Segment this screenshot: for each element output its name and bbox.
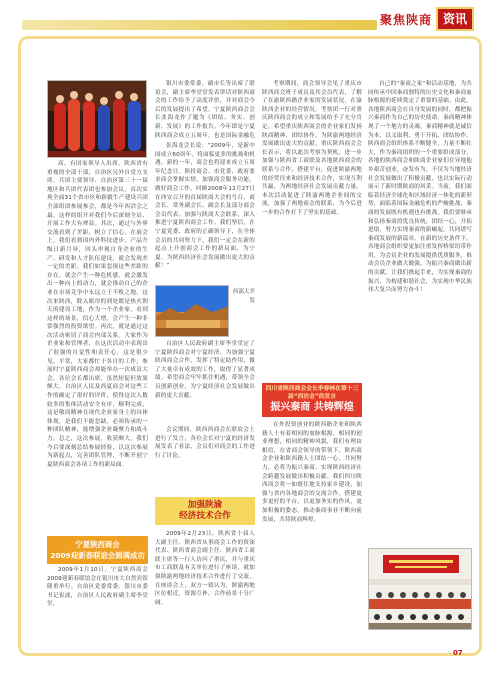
middle-column-mid-text: 自治区人民政府副主席李堂堂定了宁夏陕西商会对宁夏经济、为加强宁夏陕西商会合作，发挥了特定助作用，做了大量卓有成效的工作，取得了显著成绩。希望商会牢牢抓住机遇，带领全会员创新创业，为宁夏经济社会发展做出新的更大贡献。 [155, 341, 255, 399]
middle-column-bottom-text: 2009年2月23日，陕西省十届人大副主任、陕西省从事商会工作的资深代表、陕西省商会副主任、陕西省工商联主席等一行人访问了重庆，并与重庆市工商联及有关单位进行了座谈，就加强陕渝两地经济技术合作进行了交流，在座谈会上，双方一致认为，陕渝两地区位相近，资源互补，合作前景十分广阔。 [155, 531, 255, 606]
heading-sichuan-speech: 四川省陕西商会会长李春林在第十三届“西洽会”的发言 振兴秦商 共铸辉煌 [262, 383, 362, 417]
middle-column-lower-text: 会议期间，陕西西商会在联谊会上进行了发言，各位会长对宁夏的经济发展发表了看法，会员们对商会的工作进行了讨论。 [155, 427, 255, 459]
page-number: 07 [453, 649, 463, 657]
photo-opera-performers [47, 80, 147, 158]
middle-column-upper-text: 张海龙会长说：“2009年，是新中国成立60周年，将面临更多的挑战和机遇。新的一年，商会也将迎来成立五周年纪念日。陕投商会、市党委、政府要求商会掌握实情，加强商会服务功能，做好商会工作。回顾2008年12月27日在西安召开的首届陕商大会的号召，商会长、常务副会长、副会长及部分商会会员代表，加强与陕商大会联系，深入推进宁夏陕西商会工作。我们坚信，在宁夏党委、政府的正确领导下，在全体会员的共同努力下，我们一定会在新的起点上开创商会工作的新局面，为宁夏、为陕西经济社会发展做出更大的贡献！” [155, 143, 255, 270]
right-column-b-text: 自己的“秦商之家”和活动基地，为共同传承中国秦商独特的历史文化和秦商血脉根源的延续奠定了重要的基础。由此，各地陕西商会在自身发展的同时，都把振兴秦商作为自己的历史使命。秦商精神体现了一个地方的灵魂，秦商精神就是诚信为本、以义取利、勇于开拓、团结协作。陕西商会组织体系不断健全，力量不断壮大，作为秦商组织的一个重要组成部分，各地的陕西商会和陕商企业家们在异地他乡艰苦创业，奋发有为，不仅为当地经济社会发展做出了积极贡献，也以实际行动展示了新时期陕商的风采。当前，我们面临着经济全球化和区域经济一体化的新形势，面临着国际金融危机的严峻挑战，秦商的发展既有机遇也有挑战。我们要继承和弘扬秦商的优良传统，团结一心，开拓进取，努力实现秦商的新崛起，共同谱写秦商发展的新篇章。在新的历史条件下，各地商会组织要更加注重发挥桥梁纽带作用，为会员企业的发展提供优质服务，推动会员企业做大做强，为振兴秦商做出新的贡献。让我们携起手来，为实现秦商的振兴，为构建和谐社会，为实现中华民族伟大复兴而努力奋斗！ [368, 81, 472, 294]
right-column-a-bottom-text: 在外投资创业的陕西籍企业和陕西籍人士有着相同的血脉根源，相同的创业理想，相同的精神风貌，我们有理由相信，在省商会领导的带领下，陕西商会企业和陕西籍人士团结一心，共同努力，必将为振兴秦商、实现陕西经济社会跨越发展做出积极贡献。我们四川陕西商会将一如既往地支持家乡建设，加强与省内各地商会的交流合作，搭建更多更好的平台，以更加务实的作风，更加积极的姿态，推动秦商事业不断向前发展，共铸陕商辉煌。 [262, 422, 362, 523]
right-column-a-top-text: 考察期间，商会领导会见了重庆市陕西商会班子成员及其会员代表，了解了在渝陕西籍企业家的发展状况，在渝陕西企业的经营情况，考察团一行对重庆陕西商会的成立和发展给予了充分肯定，希望重庆陕西商会的企业家们发扬陕商精神，团结协作，为陕渝两地经济发展做出更大的贡献。重庆陕西商会会长表示，将以此次考察为契机，进一步加强与陕西省工商联及各地陕西商会的联系与合作，搭建平台，促进陕渝两地的经贸往来和经济技术合作，实现互利共赢，为两地经济社会发展贡献力量。本次活动促进了陕渝两地企业间的交流，加强了两地商会的联系，为今后进一步的合作打下了坚实的基础。 [262, 81, 362, 216]
section-badge: 资讯 [436, 7, 474, 31]
middle-column-top-text: 银川市委常委、副市长等出席了联谊会，副主席李堂堂发表讲话对陕西商会的工作给予了高度评价，并对商会今后的发展提出了希望。宁夏陕西商会会长张海龙作了题为《团结、务实、创新、发展》的工作报告。今年即是宁夏陕西商会成立五周年，也是国际金融危 [155, 81, 255, 139]
left-column-bottom-text: 2009年1月10日，宁夏陕西商会2009迎新春联谊会在银川市大自然宾馆隆重举行。自治区党委常委、银川市委书记崔波，自治区人民政府副主席李堂堂， [47, 567, 148, 608]
left-column-top-text: 高、有国家领导人出席，陕西省有重视的全部干部，自治区另外自党方支席，兵团主要领导、自治区第三十一届地区和兵团代表团也参加会议，首次实现全面31个省市区和新疆生产建设兵团全部组团参展参会，都是今年西洽会之最。这样的组开对我们今后深刻全局、开展工作大有裨益。其次，通过与外界交流看到了差距，树立了信心。在展会上，我们看到国内外科技进步、产品升级日新月异，回头审视自身企业的生产、研发和人才队伍建设，就会发现差一定的差距。我们如果忽视这些差距的存在，就会产生一种危机感，就会激发出一种向上的动力，就会推动自己的企业在市场竞争中永远立于不败之地。这次来陕西，除入眼帘的到处都是热火朝天的建设工地，作为一个企业家，看到这样的场景，信心大增。会产生一种非常强烈的投资欲望。再次，就是通过这次活动密切了商会内部关系。大家作为企业家和管理者，在这次活动中表现出了很强的自觉性和责任心，这是很少见。平常，大家都忙于各自的工作，参展时宁夏陕西商会却能举办一次成员大会，各位会长都出席，虽然短促但效果颇大，自治区人民及西夏商会对这些工作的确定了很好的评价，使得这次入数较多的集体活动安全有序，顺利完成，这是敬商精神在现代企业家身上的具体体现，是我们不能忽缺、必须传承的一种团队精神，能增强企业凝聚力和战斗力。总之，这次参展，收获颇大。我们今后要深刻总结参展经验，以这次参展为新起点，完善团队管理，不断开创宁夏陕西商会各项工作的新局面。 [47, 161, 148, 468]
photo-conference [368, 548, 472, 630]
section-header [380, 8, 474, 30]
section-label: 聚焦陕商 [380, 12, 433, 27]
heading-shaanxi-chongqing: 加强陕渝 经济技术合作 [155, 497, 255, 525]
photo-caption: 西部大开发 [232, 289, 255, 304]
photo-landscape [155, 285, 229, 337]
header-bar [22, 20, 377, 30]
heading-ningxia-chamber: 宁夏陕西商会 2009迎新春联谊会圆满成功 [47, 536, 148, 564]
